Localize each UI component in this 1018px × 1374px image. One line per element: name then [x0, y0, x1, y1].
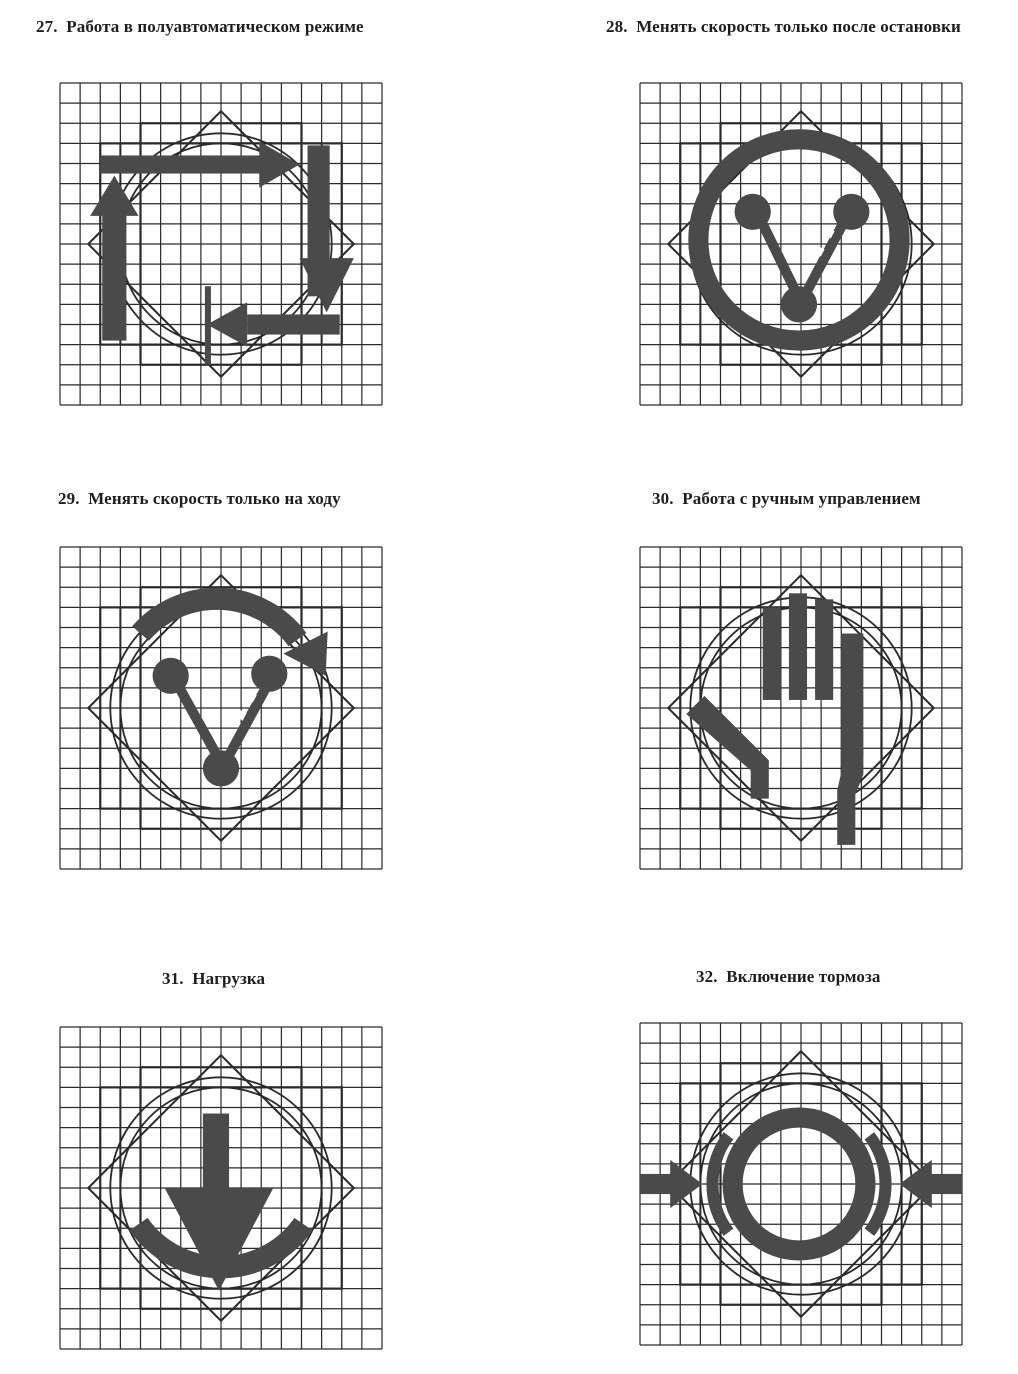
symbol-number: 27.	[36, 17, 58, 36]
symbol-caption: Работа с ручным управлением	[682, 489, 921, 508]
caption-32	[696, 967, 881, 987]
symbol-caption: Работа в полуавтоматическом режиме	[66, 17, 364, 36]
symbol-caption: Включение тормоза	[726, 967, 881, 986]
symbol-panel-28	[640, 83, 962, 405]
symbol-number: 29.	[58, 489, 80, 508]
symbol-number: 31.	[162, 969, 184, 988]
semi-automatic-cycle-icon	[90, 141, 354, 364]
symbol-panel-31	[60, 1027, 382, 1349]
symbol-panel-27	[60, 83, 382, 405]
caption-29	[58, 489, 341, 509]
symbol-caption: Менять скорость только после остановки	[636, 17, 961, 36]
speed-change-at-standstill-icon	[698, 139, 899, 340]
symbol-caption: Менять скорость только на ходу	[88, 489, 341, 508]
caption-28	[606, 17, 961, 37]
caption-30	[652, 489, 921, 509]
manual-control-hand-icon	[686, 593, 863, 845]
symbol-number: 32.	[696, 967, 718, 986]
symbol-panel-30	[640, 547, 962, 869]
symbol-panel-29	[60, 547, 382, 869]
symbol-number: 28.	[606, 17, 628, 36]
caption-27	[36, 17, 364, 37]
symbol-number: 30.	[652, 489, 674, 508]
caption-31	[162, 969, 265, 989]
symbol-caption: Нагрузка	[192, 969, 266, 988]
symbol-panel-32	[640, 1023, 962, 1345]
